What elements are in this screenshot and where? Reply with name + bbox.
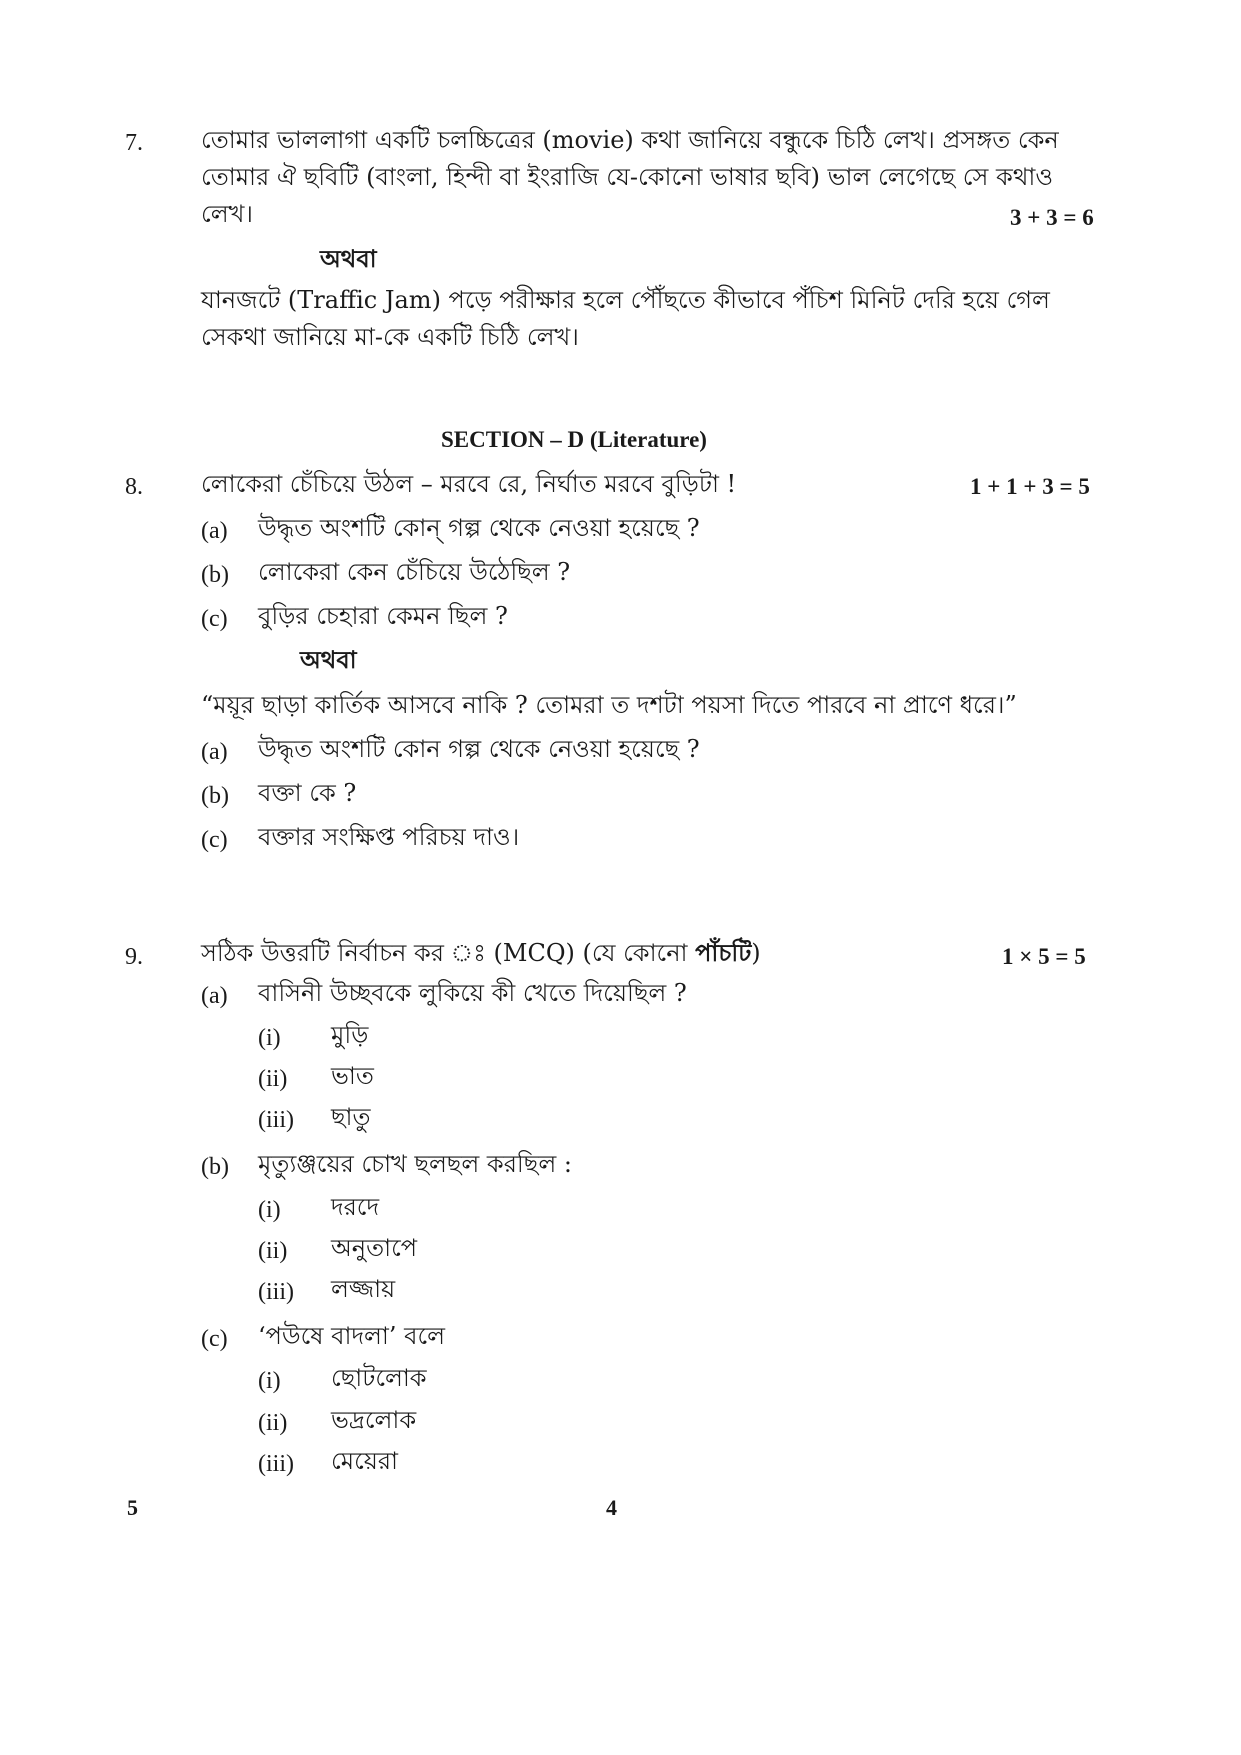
q8-alt-stem: “ময়ূর ছাড়া কার্তিক আসবে নাকি ? তোমরা ত দশটা পয়সা দিতে পারবে না প্রাণে ধরে।” (201, 691, 1017, 719)
q8-part-c-label: (c) (201, 606, 228, 632)
q7-number: 7. (125, 130, 143, 156)
page-number: 4 (606, 1495, 617, 1520)
q9-c-option-iii-label: (iii) (258, 1451, 294, 1477)
q7-alt-line-1: যানজটে (Traffic Jam) পড়ে পরীক্ষার হলে পৌঁছতে কীভাবে পঁচিশ মিনিট দেরি হয়ে গেল (201, 286, 1050, 314)
q7-marks: 3 + 3 = 6 (1010, 205, 1094, 230)
q7-or-label: অথবা (320, 244, 377, 273)
q8-alt-part-a-text: উদ্ধৃত অংশটি কোন গল্প থেকে নেওয়া হয়েছে ? (258, 735, 700, 763)
q9-b-option-i-text: দরদে (331, 1193, 380, 1221)
q9-a-label: (a) (201, 983, 228, 1009)
q7-line-1: তোমার ভাললাগা একটি চলচ্চিত্রের (movie) কথা জানিয়ে বন্ধুকে চিঠি লেখ। প্রসঙ্গত কেন (201, 126, 1059, 154)
q7-line-3: লেখ। (201, 200, 253, 228)
q9-b-option-ii-label: (ii) (258, 1238, 288, 1264)
q8-alt-part-c-label: (c) (201, 827, 228, 853)
q8-marks: 1 + 1 + 3 = 5 (970, 474, 1090, 499)
q8-alt-part-a-label: (a) (201, 739, 228, 765)
q9-b-option-iii-text: লজ্জায় (331, 1275, 396, 1303)
q9-c-option-ii-text: ভদ্রলোক (331, 1406, 417, 1434)
q8-part-a-label: (a) (201, 518, 228, 544)
q9-c-text: ‘পউষে বাদলা’ বলে (258, 1322, 446, 1350)
q9-c-option-i-text: ছোটলোক (331, 1364, 427, 1392)
q7-alt-line-2: সেকথা জানিয়ে মা-কে একটি চিঠি লেখ। (201, 323, 579, 351)
q8-alt-part-b-text: বক্তা কে ? (258, 779, 357, 807)
q9-b-option-i-label: (i) (258, 1197, 281, 1223)
q9-stem-suffix: ) (751, 939, 761, 967)
q9-b-label: (b) (201, 1154, 229, 1180)
q9-c-label: (c) (201, 1326, 228, 1352)
q8-part-a-text: উদ্ধৃত অংশটি কোন্ গল্প থেকে নেওয়া হয়েছে ? (258, 514, 700, 542)
q9-a-text: বাসিনী উচ্ছবকে লুকিয়ে কী খেতে দিয়েছিল ? (258, 979, 687, 1007)
q9-a-option-i-text: মুড়ি (331, 1021, 369, 1049)
q9-c-option-ii-label: (ii) (258, 1410, 288, 1436)
q8-alt-part-c-text: বক্তার সংক্ষিপ্ত পরিচয় দাও। (258, 823, 520, 851)
q9-b-option-iii-label: (iii) (258, 1279, 294, 1305)
q8-part-b-text: লোকেরা কেন চেঁচিয়ে উঠেছিল ? (258, 558, 571, 586)
q9-stem-bold: পাঁচটি (695, 938, 752, 967)
q8-stem: লোকেরা চেঁচিয়ে উঠল – মরবে রে, নির্ঘাত মরবে বুড়িটা ! (201, 470, 737, 498)
q9-stem (201, 938, 761, 968)
q9-b-text: মৃত্যুঞ্জয়ের চোখ ছলছল করছিল : (258, 1150, 572, 1178)
q9-a-option-ii-text: ভাত (331, 1062, 374, 1090)
q8-alt-part-b-label: (b) (201, 783, 229, 809)
footer-left-code: 5 (127, 1495, 138, 1520)
q9-a-option-ii-label: (ii) (258, 1066, 288, 1092)
q9-stem-prefix: সঠিক উত্তরটি নির্বাচন কর ঃ (MCQ) (যে কোনো (201, 939, 696, 967)
q7-line-2: তোমার ঐ ছবিটি (বাংলা, হিন্দী বা ইংরাজি যে-কোনো ভাষার ছবি) ভাল লেগেছে সে কথাও (201, 163, 1053, 191)
section-d-heading: SECTION – D (Literature) (441, 427, 707, 452)
q9-a-option-iii-text: ছাতু (331, 1103, 371, 1131)
q9-c-option-i-label: (i) (258, 1368, 281, 1394)
q9-a-option-i-label: (i) (258, 1025, 281, 1051)
q9-a-option-iii-label: (iii) (258, 1107, 294, 1133)
q8-or-label: অথবা (300, 645, 357, 674)
q8-part-c-text: বুড়ির চেহারা কেমন ছিল ? (258, 602, 508, 630)
q9-b-option-ii-text: অনুতাপে (331, 1234, 418, 1262)
q9-number: 9. (125, 944, 143, 970)
q9-c-option-iii-text: মেয়েরা (331, 1447, 399, 1475)
q8-number: 8. (125, 474, 143, 500)
q9-marks: 1 × 5 = 5 (1002, 944, 1086, 969)
q8-part-b-label: (b) (201, 562, 229, 588)
